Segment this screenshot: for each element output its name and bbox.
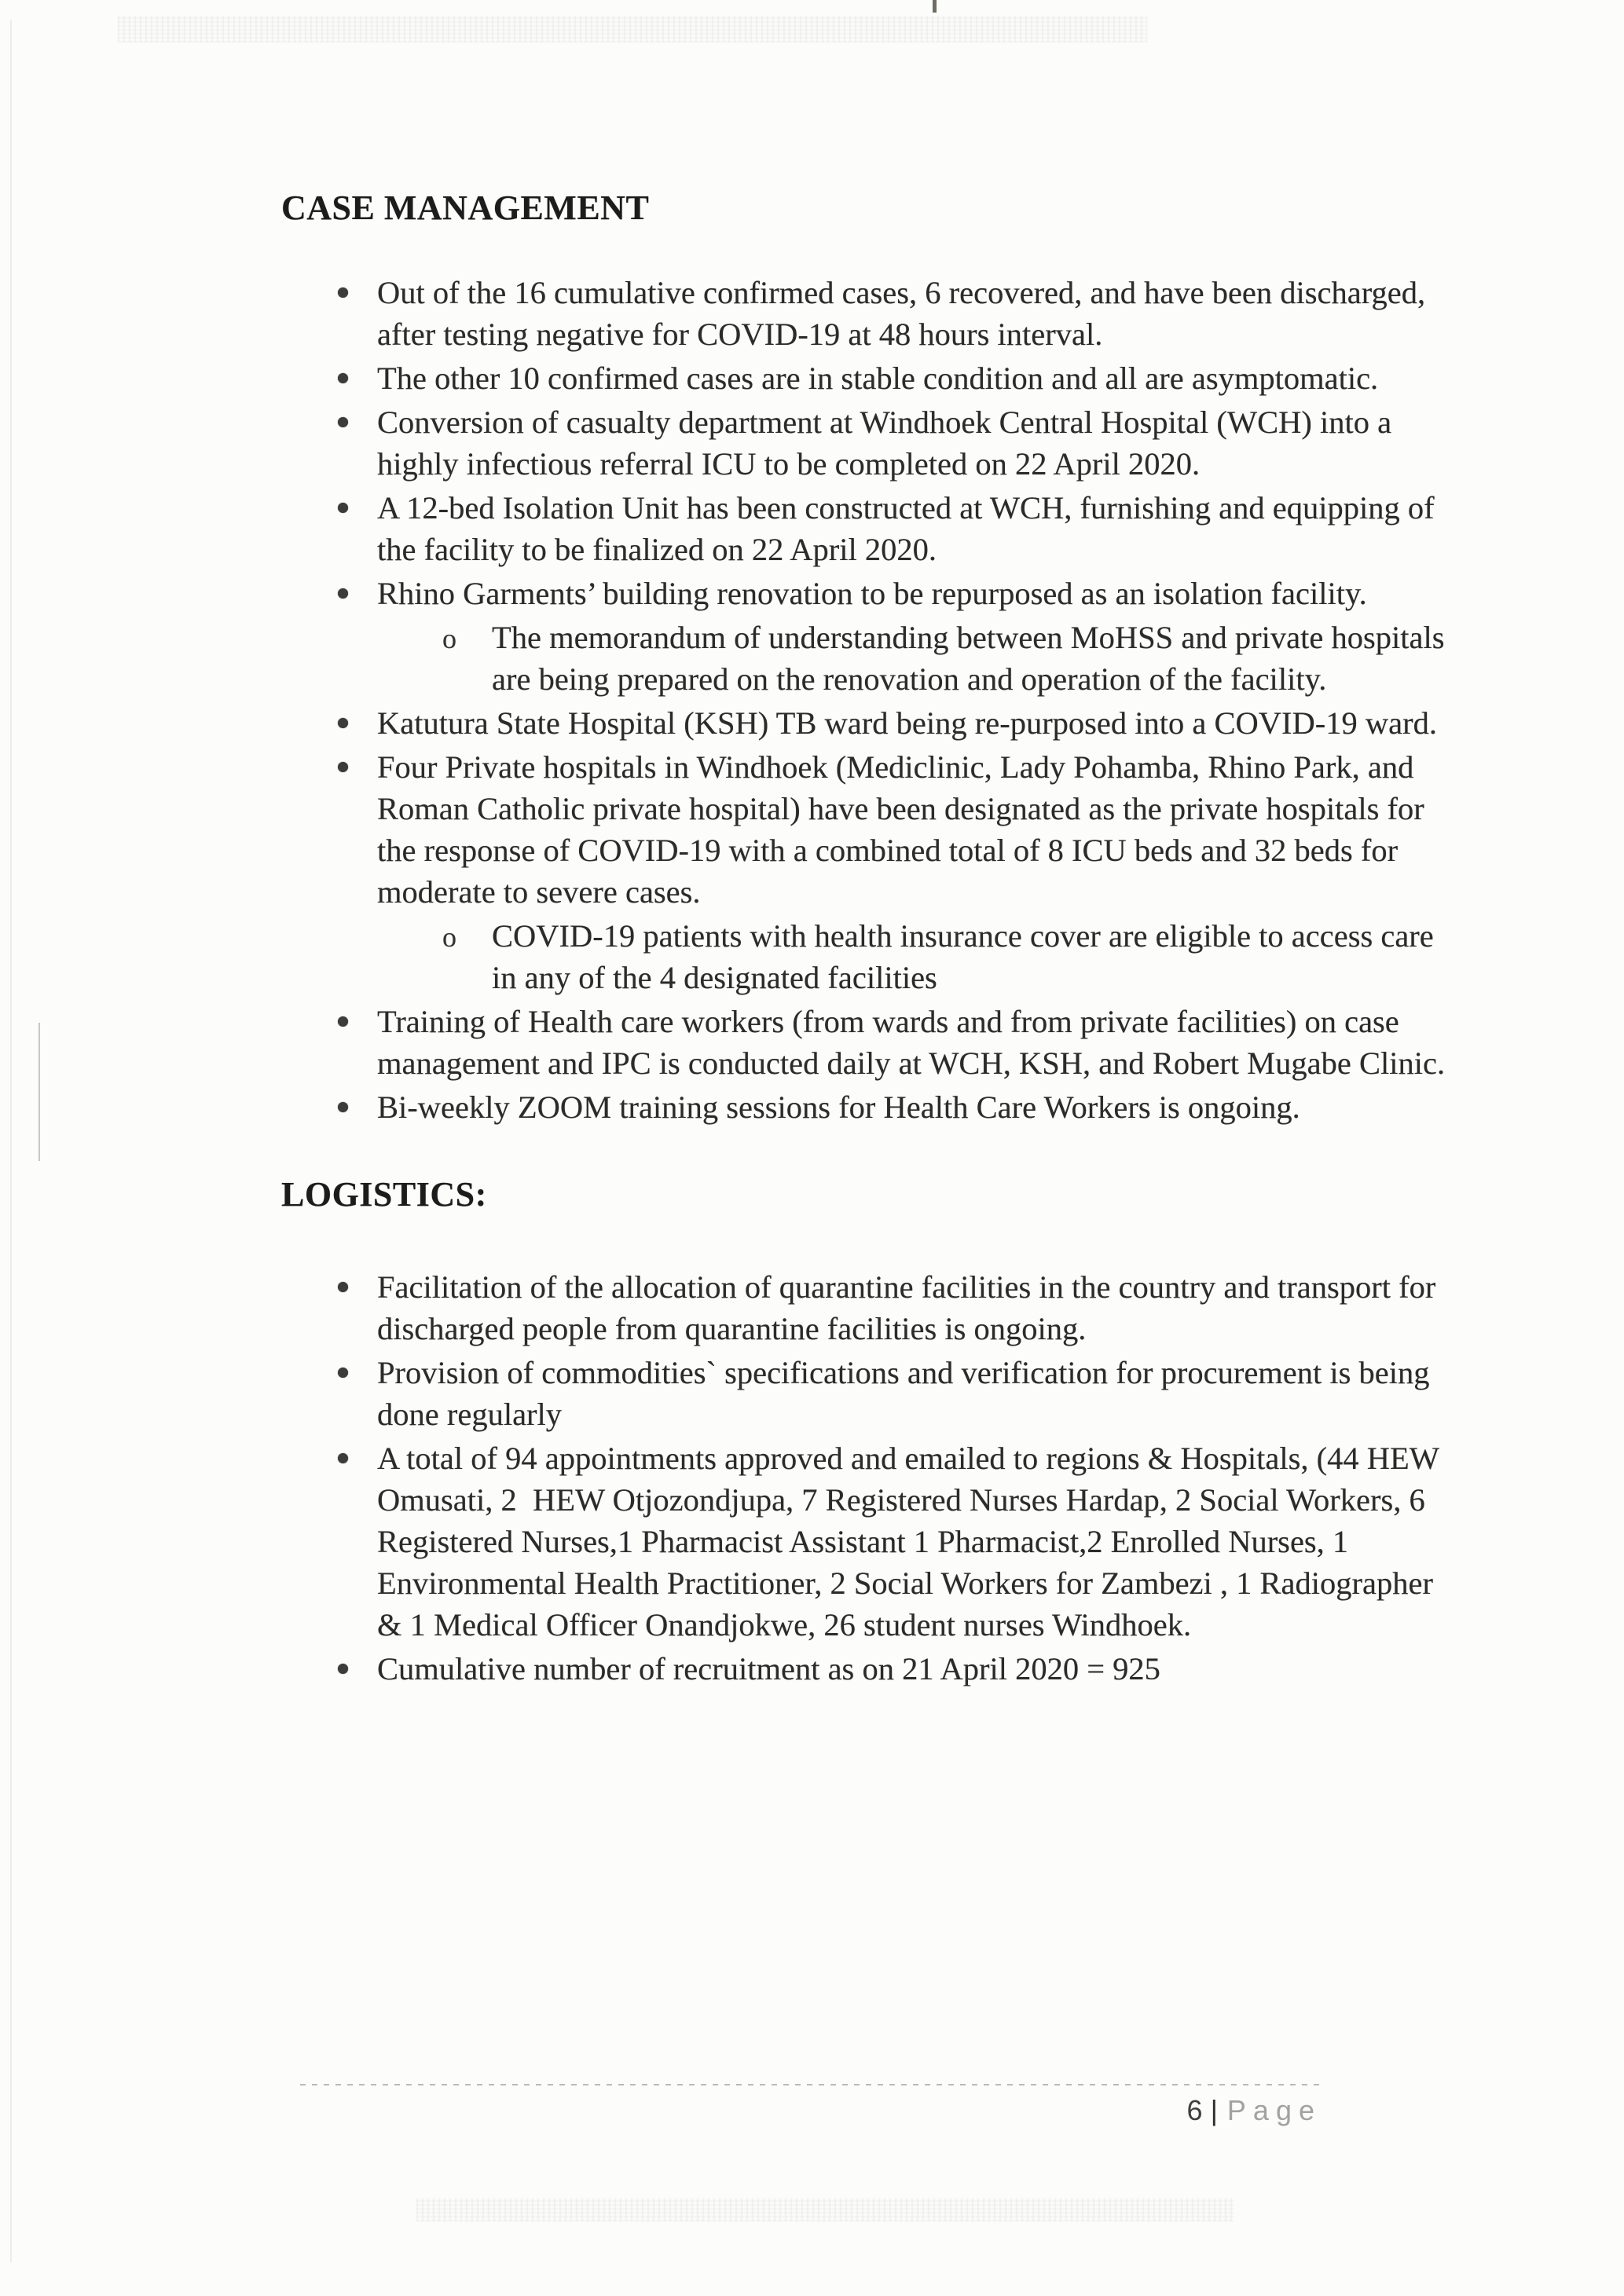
bullet-dot-icon: [338, 1453, 348, 1463]
bullet-circle-icon: o: [442, 623, 456, 655]
page-number: 6: [1186, 2094, 1203, 2126]
list-item-text: Facilitation of the allocation of quarantine facilities in the country and transport for discharged people from quarantine facilities is ongoing.: [377, 1269, 1444, 1347]
list-item: [281, 1648, 1460, 1690]
list-item: [281, 357, 1460, 399]
bullet-dot-icon: [338, 588, 348, 599]
list-item-text: Rhino Garments’ building renovation to be repurposed as an isolation facility.: [377, 576, 1367, 612]
bullet-dot-icon: [338, 1368, 348, 1378]
scan-noise-band-top: [118, 16, 1147, 42]
list-item-text: Four Private hospitals in Windhoek (Mediclinic, Lady Pohamba, Rhino Park, and Roman Catholic private hospital) have been designated as the private hospitals for the response of COVID-19 with a combined total of 8 ICU beds and 32 beds for moderate to severe cases.: [377, 749, 1432, 910]
list-item-text: Katutura State Hospital (KSH) TB ward being re-purposed into a COVID-19 ward.: [377, 705, 1437, 742]
bullet-dot-icon: [338, 373, 348, 383]
case-management-heading: CASE MANAGEMENT: [281, 189, 650, 227]
list-item-text: Out of the 16 cumulative confirmed cases, 6 recovered, and have been discharged, after testing negative for COVID-19 at 48 hours interval.: [377, 275, 1434, 353]
scan-top-tick-artifact: [933, 0, 937, 13]
scan-noise-band-bottom: [416, 2198, 1234, 2221]
section-case-management: [281, 190, 1460, 1128]
case-management-bullet-list: [281, 272, 1460, 1128]
bullet-dot-icon: [338, 287, 348, 298]
list-item-text: A total of 94 appointments approved and emailed to regions & Hospitals, (44 HEW Omusati, 2 HEW Otjozondjupa, 7 Registered Nurses Hardap, 2 Social Workers, 6 Registered Nurses,1 Pharmacist Assistant 1 Pharmacist,2 Enrolled Nurses, 1 Environmental Health Practitioner, 2 Social Workers for Zambezi , 1 Radiographer & 1 Medical Officer Onandjokwe, 26 student nurses Windhoek.: [377, 1441, 1447, 1643]
footer-dotted-rule: [300, 2084, 1322, 2085]
list-item: [281, 1266, 1460, 1349]
scan-paper-edge-line: [10, 20, 12, 2262]
bullet-dot-icon: [338, 503, 348, 513]
sub-list-item: [281, 915, 1460, 998]
logistics-heading: LOGISTICS:: [281, 1175, 487, 1214]
bullet-dot-icon: [338, 718, 348, 728]
list-item: [281, 1086, 1460, 1128]
bullet-dot-icon: [338, 417, 348, 427]
section-logistics: [281, 1177, 1460, 1690]
bullet-dot-icon: [338, 1282, 348, 1292]
list-item-text: The memorandum of understanding between MoHSS and private hospitals are being prepared on the renovation and operation of the facility.: [492, 620, 1453, 698]
sub-list-item: [281, 617, 1460, 700]
list-item-text: Training of Health care workers (from wards and from private facilities) on case management and IPC is conducted daily at WCH, KSH, and Robert Mugabe Clinic.: [377, 1004, 1446, 1082]
list-item: [281, 746, 1460, 913]
page-number-footer: [300, 2094, 1322, 2127]
list-item: [281, 1437, 1460, 1646]
list-item-text: Provision of commodities` specifications and verification for procurement is being done regularly: [377, 1355, 1438, 1433]
list-item: [281, 487, 1460, 570]
bullet-dot-icon: [338, 1664, 348, 1674]
list-item: [281, 573, 1460, 614]
page-number-separator: |: [1210, 2094, 1218, 2126]
page-label: Page: [1226, 2094, 1322, 2126]
list-item-text: Bi-weekly ZOOM training sessions for Health Care Workers is ongoing.: [377, 1089, 1300, 1126]
page-content: [281, 190, 1460, 1692]
list-item-text: Conversion of casualty department at Windhoek Central Hospital (WCH) into a highly infectious referral ICU to be completed on 22 April 2020.: [377, 405, 1400, 482]
bullet-dot-icon: [338, 1102, 348, 1112]
bullet-circle-icon: o: [442, 921, 456, 954]
list-item: [281, 1352, 1460, 1435]
list-item-text: The other 10 confirmed cases are in stable condition and all are asymptomatic.: [377, 361, 1379, 397]
list-item: [281, 401, 1460, 485]
list-item: [281, 702, 1460, 744]
scan-margin-line-artifact: [38, 1023, 40, 1161]
bullet-dot-icon: [338, 762, 348, 772]
list-item-text: A 12-bed Isolation Unit has been constructed at WCH, furnishing and equipping of the facility to be finalized on 22 April 2020.: [377, 490, 1443, 568]
list-item-text: Cumulative number of recruitment as on 21 April 2020 = 925: [377, 1651, 1160, 1687]
list-item: [281, 272, 1460, 355]
list-item: [281, 1001, 1460, 1084]
list-item-text: COVID-19 patients with health insurance cover are eligible to access care in any of the 4 designated facilities: [492, 918, 1442, 996]
logistics-bullet-list: [281, 1266, 1460, 1690]
bullet-dot-icon: [338, 1016, 348, 1027]
